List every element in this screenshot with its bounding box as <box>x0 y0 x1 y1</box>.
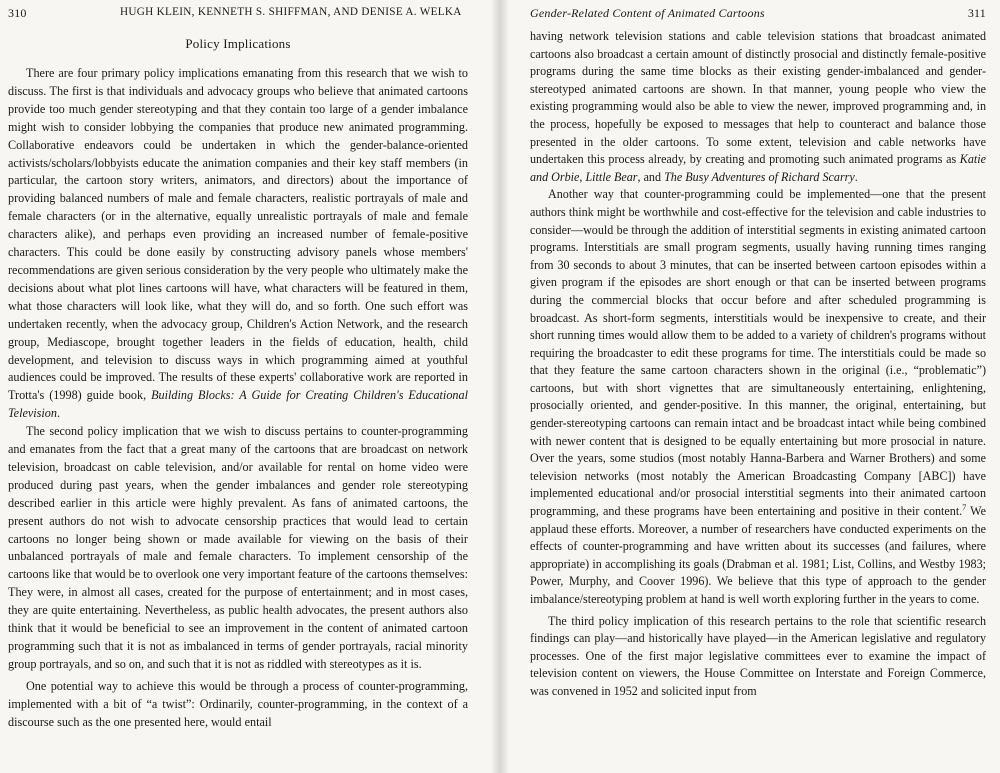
page-number-left: 310 <box>8 6 27 20</box>
paragraph-first-implication <box>8 65 468 423</box>
paragraph-end: . <box>56 406 61 421</box>
paragraph-text: Another way that counter-programming could be implemented—one that the present authors think might be worthwhile and cost-effective for the television and cable industries to consider—would be through the addition of interstitial segments in existing animated cartoon programs. Interstitials are small program segments, usually having running times ranging from 30 seconds to about 3 minutes, that can be inserted between cartoon episodes within a given program if the episodes are short enough or that can be inserted between programs during the commercial blocks that occur before and after scheduled programming is broadcast. As short-form segments, interstitials would be inexpensive to create, and their short running times would allow them to be added to a variety of children's programs without requiring the broadcaster to edit these programs for time. The interstitials could be made so that they feature the same cartoon characters shown in the original (i.e., “problematic”) cartoons, but with short vignettes that are simultaneously entertaining, enlightening, prosocially oriented, and gender-positive. In this manner, the original, entertaining, but gender-stereotyping cartoons can remain intact and be broadcast intact while being combined with newer content that is designed to be equally entertaining but more prosocial in nature. Over the years, some studios (most notably Hanna-Barbera and Warner Brothers) and some television networks (most notably the American Broadcasting Company [ABC]) have implemented educational and/or prosocial interstitial segments into their animated cartoon programming, and these programs have been entertaining and positive in their content. <box>530 187 986 519</box>
right-page <box>508 0 1000 773</box>
paragraph-counter-programming: One potential way to achieve this would be through a process of counter-programming, implemented with a bit of “a twist”: Ordinarily, counter-programming, in the context of a discourse such as the one presented here, would entail <box>8 678 468 729</box>
book-title: Building Blocks: A Guide for Creating Children's Educational Television <box>8 388 468 421</box>
running-head-right <box>530 6 986 24</box>
paragraph-end: . <box>854 169 858 184</box>
separator: , and <box>637 169 665 184</box>
program-title-richard-scarry: The Busy Adventures of Richard Scarry <box>664 169 855 184</box>
paragraph-text: We applaud these efforts. Moreover, a number of researchers have conducted experiments on the effects of counter-programming and have written about its successes (and failures, where appropriate) in accomplishing its goals (Drabman et al. 1981; List, Collins, and Westby 1983; Power, Murphy, and Coover 1996). We believe that this type of approach to the gender imbalance/stereotyping problem at hand is well worth exploring further in the years to come. <box>530 504 986 606</box>
left-page <box>0 0 492 773</box>
paragraph-text: having network television stations and cable television stations that broadcast animated cartoons also broadcast a certain amount of distinctly prosocial and distinctly female-positive programs during the same time blocks as their existing gender-imbalanced and gender-stereotyped animated cartoons are shown. In that manner, young people who view the existing programming would also be able to view the newer, improved programming and, in the process, hopefully be exposed to messages that help to counteract and balance those presented in the older cartoons. To some extent, television and cable networks have undertaken this process already, by creating and promoting such animated programs as <box>530 29 986 167</box>
running-head-left <box>8 6 468 24</box>
page-number-right: 311 <box>967 6 986 20</box>
paragraph-second-implication: The second policy implication that we wish to discuss pertains to counter-programming and emanates from the fact that a great many of the cartoons that are broadcast on network television, broadcast on cable television, and/or available for rental on home video were produced during past years, when the gender imbalances and gender role stereotyping described earlier in this article were highly prevalent. As fans of animated cartoons, the present authors do not wish to advocate censorship practices that would lead to certain cartoons no longer being shown or made available for viewing on the basis of their unbalanced portrayals of male and female characters. To implement censorship of the cartoons like that would be to overlook one very important feature of the cartoons themselves: They were, in almost all cases, created for the purpose of entertainment; and in most cases, they are quite entertaining. Nevertheless, as public health advocates, the present authors also think that it would be beneficial to see an improvement in the content of animated cartoon programming such that it is not as imbalanced in terms of gender portrayals, racial minority group portrayals, and so on, and such that it is not as riddled with stereotypes as it is. <box>8 424 468 671</box>
section-title: Policy Implications <box>185 36 291 51</box>
page-gutter <box>492 0 508 773</box>
separator: , <box>579 169 586 184</box>
program-title-katie-orbie: Katie and Orbie <box>530 152 986 184</box>
program-title-little-bear: Little Bear <box>585 169 638 184</box>
paragraph-text: There are four primary policy implications emanating from this research that we wish to discuss. The first is that individuals and advocacy groups who believe that animated cartoons provide too much gender stereotyping and that they contain too large of a gender imbalance might wish to consider lobbying the companies that produce new animated programming. Collaborative endeavors could be undertaken in which the gender-balance-oriented activists/scholars/lobbyists educate the animation companies and their key staff members (in particular, the cartoon story writers, animators, and directors) about the importance of providing balanced numbers of male and female characters, realistic portrayals of male and female characters (or in the alternative, equally unrealistic portrayals of male and female characters alike), and perhaps even providing an increased number of female-positive characters. This could be done easily by constructing advisory panels whose members' recommendations are given serious consideration by the very people who ultimately make the decisions about what plot lines cartoons will have, what characters will be featured in them, what those characters will look like, what they will do, and so forth. One such effort was undertaken recently, when the advocacy group, Children's Action Network, and the research group, Mediascope, brought together leaders in the fields of education, health, child development, and television to discuss ways in which programming aimed at youthful audiences could be improved. The results of these experts' collaborative work are reported in Trotta's (1998) guide book, <box>8 66 468 403</box>
running-head-title: Gender-Related Content of Animated Cartoons <box>530 6 765 20</box>
paragraph-continued <box>530 28 986 186</box>
paragraph-third-implication: The third policy implication of this research pertains to the role that scientific research findings can play—and historically have played—in the American legislative and regulatory processes. One of the first major legislative committees ever to examine the impact of television content on viewers, the House Committee on Interstate and Foreign Commerce, was convened in 1952 and solicited input from <box>530 613 986 698</box>
running-head-authors: HUGH KLEIN, KENNETH S. SHIFFMAN, AND DENISE A. WELKA <box>120 6 462 18</box>
footnote-marker: 7 <box>962 503 967 512</box>
paragraph-interstitials <box>530 186 986 608</box>
